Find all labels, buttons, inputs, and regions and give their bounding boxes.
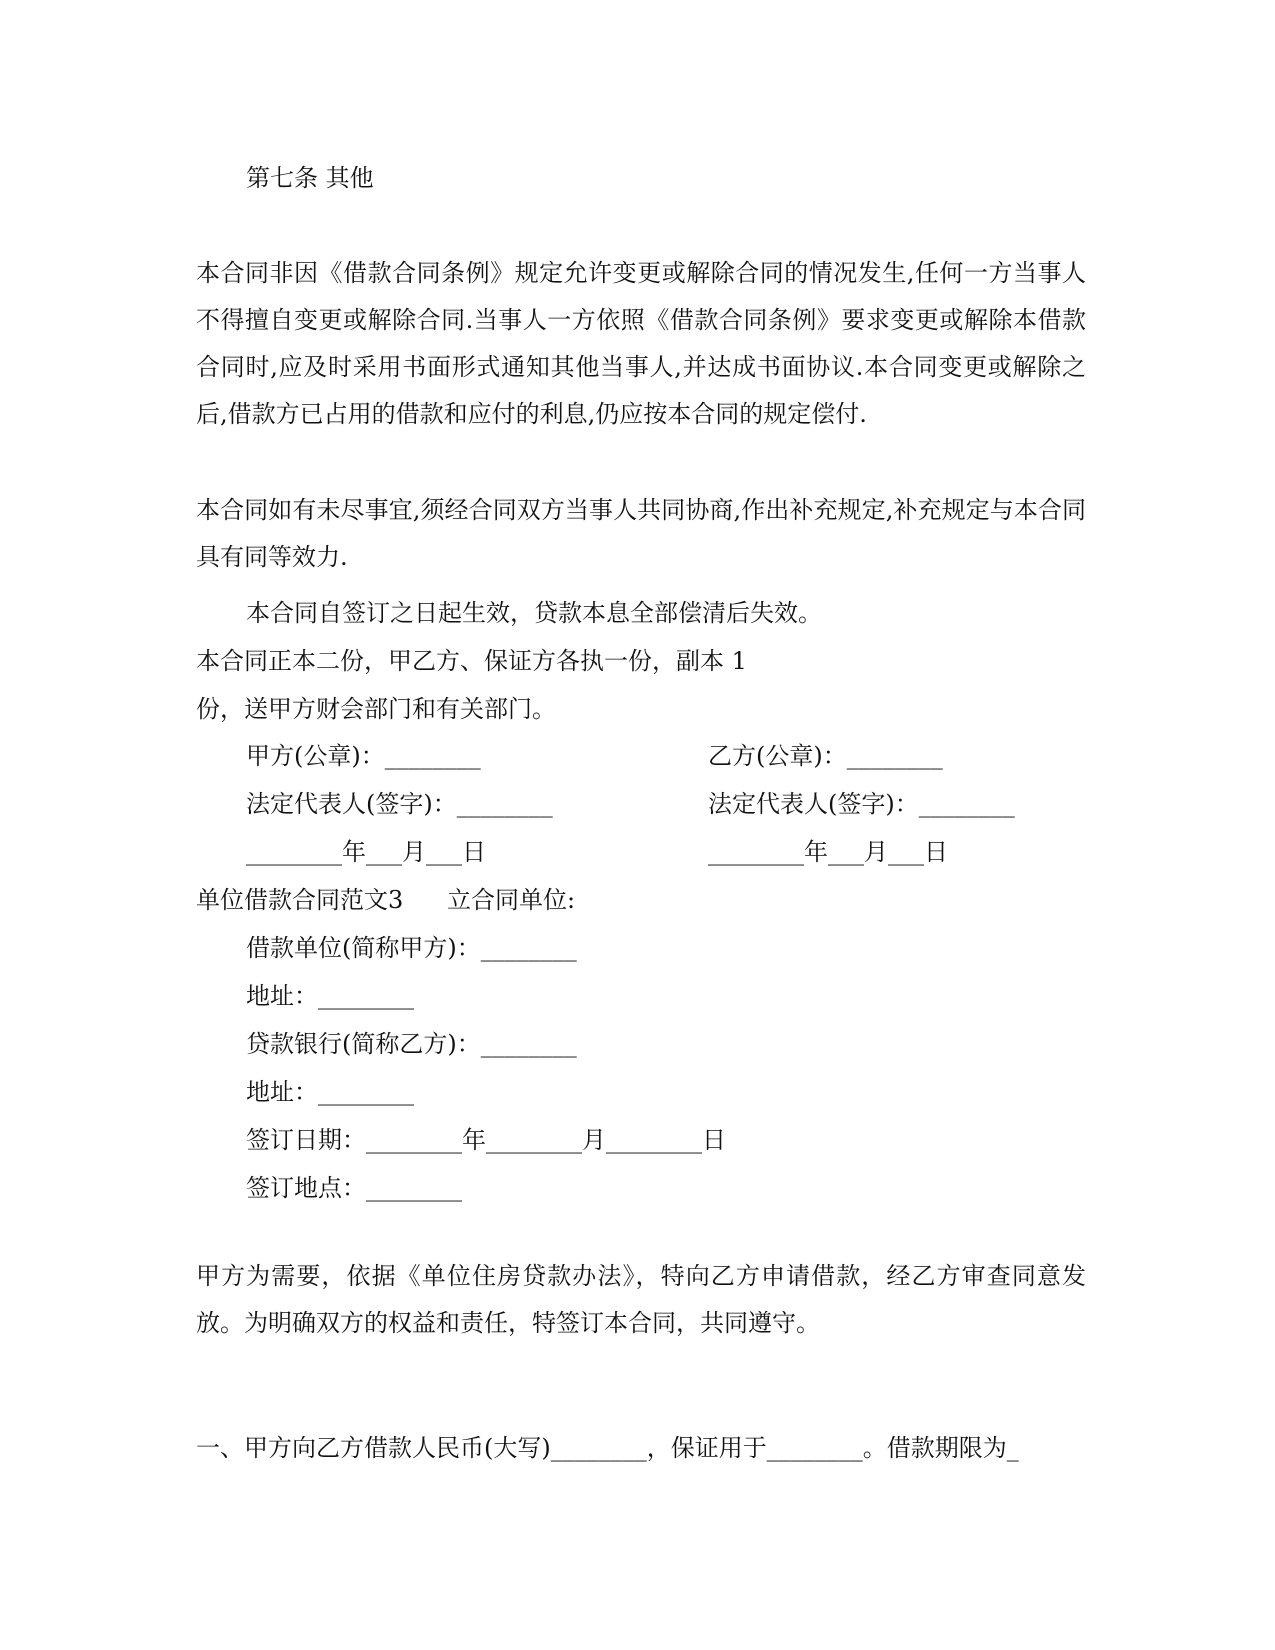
party-b-date-field: ________年___月___日 (708, 838, 948, 866)
party-b-seal-field: 乙方(公章)：________ (708, 742, 943, 770)
article7-heading: 第七条 其他 (246, 164, 374, 192)
lender-address-field: 地址：________ (246, 1078, 414, 1106)
party-a-representative-field: 法定代表人(签字)：________ (246, 790, 553, 818)
party-b-representative-field: 法定代表人(签字)：________ (708, 790, 1015, 818)
sign-place-field: 签订地点：________ (246, 1174, 462, 1202)
party-a-date-field: ________年___月___日 (246, 838, 486, 866)
lender-field: 贷款银行(简称乙方)：________ (246, 1030, 577, 1058)
sign-date-field: 签订日期：________年________月________日 (246, 1126, 726, 1154)
contract-parties-label: 立合同单位: (447, 886, 576, 914)
copies-clause-line-1: 本合同正本二份，甲乙方、保证方各执一份，副本 1 (196, 647, 747, 675)
party-a-seal-field: 甲方(公章)：________ (246, 742, 481, 770)
copies-clause-line-2: 份，送甲方财会部门和有关部门。 (196, 695, 556, 723)
borrower-field: 借款单位(简称甲方)：________ (246, 934, 577, 962)
article7-paragraph-2: 本合同如有未尽事宜,须经合同双方当事人共同协商,作出补充规定,补充规定与本合同具有同等效力. (196, 496, 1086, 571)
effective-clause: 本合同自签订之日起生效，贷款本息全部偿清后失效。 (246, 599, 822, 627)
contract3-intro-paragraph: 甲方为需要，依据《单位住房贷款办法》，特向乙方申请借款，经乙方审查同意发放。为明确双方的权益和责任，特签订本合同，共同遵守。 (196, 1262, 1086, 1337)
article7-paragraph-1: 本合同非因《借款合同条例》规定允许变更或解除合同的情况发生,任何一方当事人不得擅自变更或解除合同.当事人一方依照《借款合同条例》要求变更或解除本借款合同时,应及时采用书面形式通知其他当事人,并达成书面协议.本合同变更或解除之后,借款方已占用的借款和应付的利息,仍应按本合同的规定偿付. (196, 259, 1086, 428)
borrower-address-field: 地址：________ (246, 982, 414, 1010)
contract3-title: 单位借款合同范文3 (196, 886, 404, 914)
clause-1: 一、甲方向乙方借款人民币(大写)________，保证用于________。借款期限为_ (196, 1434, 1019, 1462)
